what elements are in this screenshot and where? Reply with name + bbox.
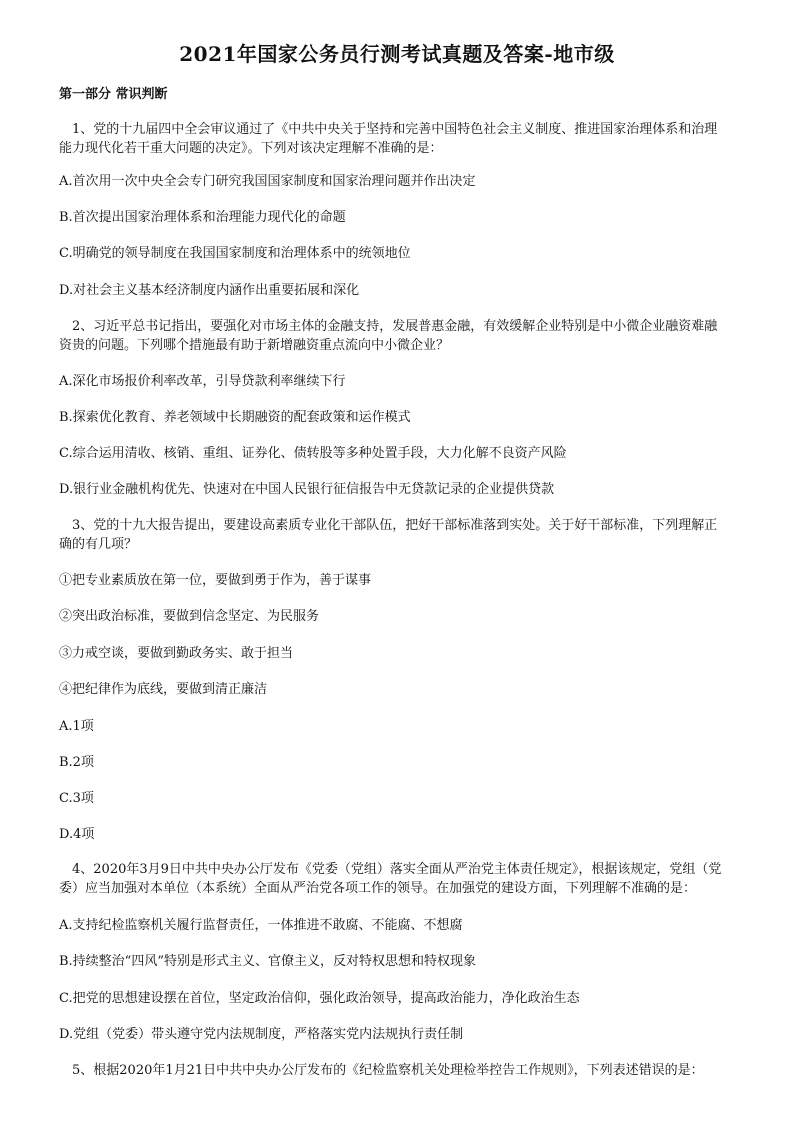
question-1-option-d: D.对社会主义基本经济制度内涵作出重要拓展和深化	[59, 283, 360, 298]
question-2-stem-line-1: 2、习近平总书记指出，要强化对市场主体的金融支持，发展普惠金融，有效缓解企业特别是中小微企业融资难融	[59, 319, 718, 334]
question-3-option-d: D.4项	[59, 827, 95, 842]
question-4-option-c: C.把党的思想建设摆在首位，坚定政治信仰，强化政治领导，提高政治能力，净化政治生态	[59, 991, 580, 1006]
section-heading: 第一部分 常识判断	[59, 87, 168, 102]
question-3-stem-line-2: 确的有几项？	[59, 537, 138, 552]
document-title: 2021年国家公务员行测考试真题及答案-地市级	[179, 42, 615, 66]
question-3-stem-line-1: 3、党的十九大报告提出，要建设高素质专业化干部队伍，把好干部标准落到实处。关于好干部标准，下列理解正	[59, 518, 718, 533]
question-3-option-c: C.3项	[59, 791, 94, 806]
question-3-item-1: ①把专业素质放在第一位，要做到勇于作为，善于谋事	[59, 573, 372, 588]
question-4-option-a: A.支持纪检监察机关履行监督责任，一体推进不敢腐、不能腐、不想腐	[59, 918, 463, 933]
question-4-option-d: D.党组（党委）带头遵守党内法规制度，严格落实党内法规执行责任制	[59, 1027, 464, 1042]
question-1-option-a: A.首次用一次中央全会专门研究我国国家制度和国家治理问题并作出决定	[59, 174, 476, 189]
question-2-stem-line-2: 资贵的问题。下列哪个措施最有助于新增融资重点流向中小微企业？	[59, 338, 450, 353]
question-1-stem-line-2: 能力现代化若干重大问题的决定》。下列对该决定理解不准确的是：	[59, 141, 443, 156]
question-4-option-b: B.持续整治“四风”特别是形式主义、官僚主义，反对特权思想和特权现象	[59, 954, 476, 969]
question-2-option-c: C.综合运用清收、核销、重组、证券化、债转股等多种处置手段，大力化解不良资产风险	[59, 446, 567, 461]
question-1-stem-line-1: 1、党的十九届四中全会审议通过了《中共中央关于坚持和完善中国特色社会主义制度、推进国家治理体系和治理	[59, 122, 718, 137]
question-3-item-2: ②突出政治标准，要做到信念坚定、为民服务	[59, 609, 320, 624]
question-3-option-b: B.2项	[59, 755, 94, 770]
question-2-option-b: B.探索优化教育、养老领域中长期融资的配套政策和运作模式	[59, 410, 411, 425]
question-2-option-d: D.银行业金融机构优先、快速对在中国人民银行征信报告中无贷款记录的企业提供贷款	[59, 482, 555, 497]
question-4-stem-line-2: 委）应当加强对本单位（本系统）全面从严治党各项工作的领导。在加强党的建设方面，下列理解不准确的是：	[59, 881, 697, 896]
question-1-option-b: B.首次提出国家治理体系和治理能力现代化的命题	[59, 210, 346, 225]
question-4-stem-line-1: 4、2020年3月9日中共中央办公厅发布《党委（党组）落实全面从严治党主体责任规定》，根据该规定，党组（党	[59, 862, 722, 877]
question-2-option-a: A.深化市场报价利率改革，引导贷款利率继续下行	[59, 374, 346, 389]
question-1-option-c: C.明确党的领导制度在我国国家制度和治理体系中的统领地位	[59, 246, 411, 261]
question-3-item-4: ④把纪律作为底线，要做到清正廉洁	[59, 682, 268, 697]
question-3-item-3: ③力戒空谈，要做到勤政务实、敢于担当	[59, 646, 294, 661]
question-3-option-a: A.1项	[59, 719, 94, 734]
question-5-stem-line-1: 5、根据2020年1月21日中共中央办公厅发布的《纪检监察机关处理检举控告工作规则》，下列表述错误的是：	[59, 1063, 704, 1078]
